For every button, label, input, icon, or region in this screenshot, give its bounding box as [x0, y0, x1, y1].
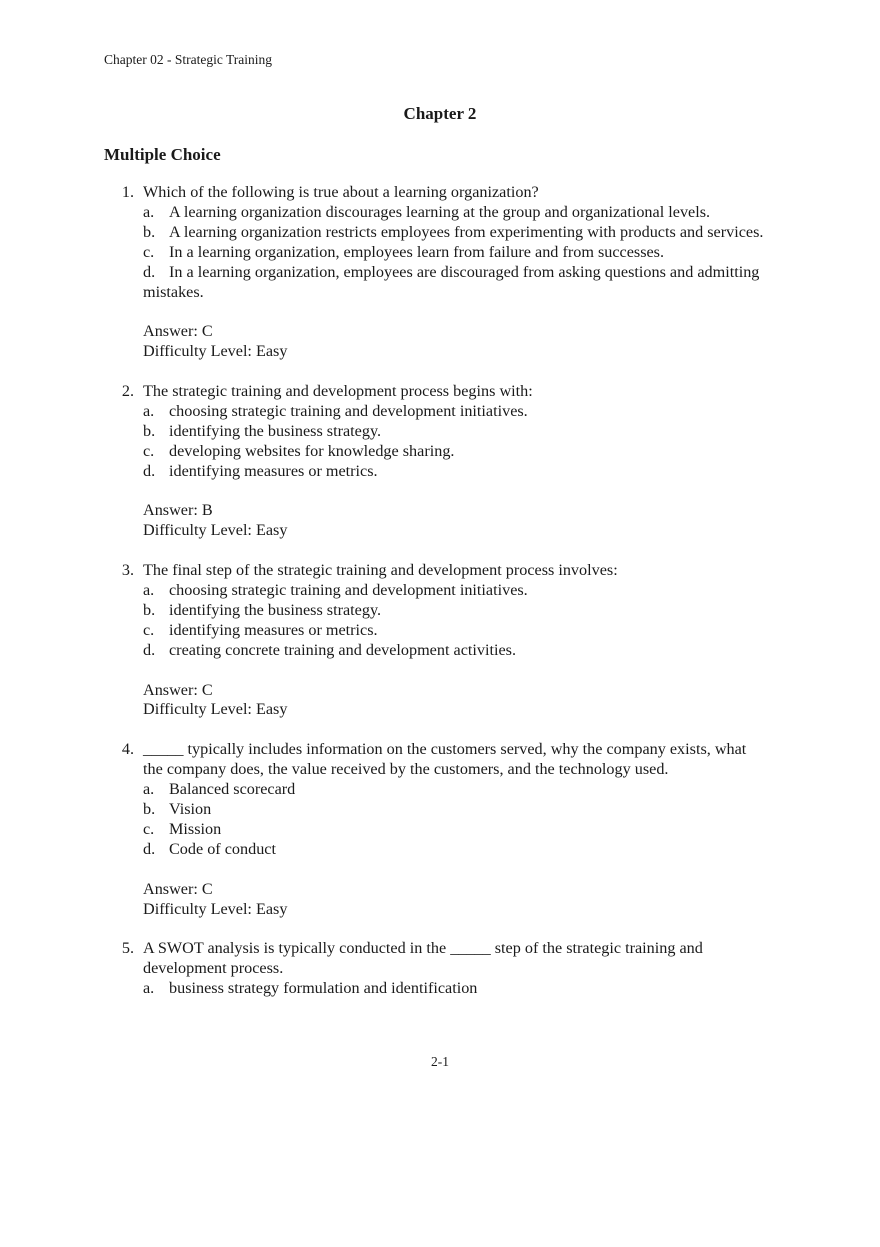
- option-text: A learning organization discourages learning at the group and organizational levels.: [169, 202, 711, 221]
- page-number: 2-1: [431, 1054, 449, 1069]
- question-5: [104, 939, 764, 999]
- option-text: Mission: [169, 819, 222, 838]
- option-letter: a.: [143, 581, 155, 600]
- answer-block: [143, 880, 764, 920]
- difficulty-level: Difficulty Level: Easy: [143, 521, 288, 540]
- option-text: identifying measures or metrics.: [169, 620, 378, 639]
- question-list: [104, 183, 764, 1019]
- question-2: [104, 382, 764, 541]
- option-text: identifying measures or metrics.: [169, 461, 378, 480]
- option-c: [143, 621, 764, 641]
- option-letter: c.: [143, 620, 155, 639]
- difficulty-level: Difficulty Level: Easy: [143, 899, 288, 918]
- option-letter: b.: [143, 421, 156, 440]
- option-letter: a.: [143, 202, 155, 221]
- option-a: [143, 581, 764, 601]
- option-d: [143, 263, 764, 303]
- option-letter: b.: [143, 800, 156, 818]
- option-letter: a.: [143, 780, 155, 799]
- question-number: 4.: [121, 740, 134, 759]
- question-number: 3.: [121, 561, 134, 580]
- option-text: In a learning organization, employees learn from failure and from successes.: [169, 242, 665, 261]
- option-text: A learning organization restricts employees from experimenting with products and services.: [169, 222, 764, 241]
- option-text: Code of conduct: [169, 839, 276, 858]
- option-b: [143, 601, 764, 621]
- chapter-title: Chapter 2: [403, 104, 477, 123]
- question-text: The final step of the strategic training and development process involves:: [143, 561, 618, 580]
- question-number: 1.: [121, 183, 134, 201]
- option-text: choosing strategic training and development initiatives.: [169, 581, 528, 600]
- option-letter: d.: [143, 839, 156, 858]
- option-b: [143, 800, 764, 820]
- option-letter: b.: [143, 222, 156, 241]
- option-text: choosing strategic training and development initiatives.: [169, 401, 528, 420]
- question-text: _____ typically includes information on the customers served, why the company exists, what the company does, the value received by the customers, and the technology used.: [143, 740, 747, 779]
- answer-block: [143, 501, 764, 541]
- option-c: [143, 243, 764, 263]
- question-1: [104, 183, 764, 362]
- option-a: [143, 402, 764, 422]
- answer-block: [143, 681, 764, 721]
- option-letter: c.: [143, 242, 155, 261]
- option-d: [143, 462, 764, 482]
- option-text: Vision: [169, 800, 212, 818]
- question-text: Which of the following is true about a learning organization?: [143, 183, 539, 201]
- question-3: [104, 561, 764, 720]
- option-b: [143, 422, 764, 442]
- option-letter: a.: [143, 401, 155, 420]
- option-letter: d.: [143, 461, 156, 480]
- answer: Answer: C: [143, 680, 213, 699]
- question-4: [104, 740, 764, 919]
- option-text: creating concrete training and development activities.: [169, 640, 516, 659]
- option-letter: c.: [143, 819, 155, 838]
- option-text: developing websites for knowledge sharing.: [169, 441, 455, 460]
- option-a: [143, 780, 764, 800]
- answer: Answer: C: [143, 322, 213, 341]
- option-text: In a learning organization, employees are discouraged from asking questions and admitting mistakes.: [143, 262, 760, 301]
- answer: Answer: B: [143, 501, 213, 520]
- option-text: business strategy formulation and identification: [169, 979, 478, 998]
- option-d: [143, 840, 764, 860]
- option-d: [143, 641, 764, 661]
- section-title: Multiple Choice: [104, 145, 221, 164]
- question-number: 5.: [121, 939, 134, 958]
- difficulty-level: Difficulty Level: Easy: [143, 342, 288, 361]
- option-c: [143, 442, 764, 462]
- option-c: [143, 820, 764, 840]
- option-letter: b.: [143, 600, 156, 619]
- option-b: [143, 223, 764, 243]
- option-letter: d.: [143, 640, 156, 659]
- answer-block: [143, 322, 764, 362]
- question-text: The strategic training and development process begins with:: [143, 382, 533, 401]
- answer: Answer: C: [143, 879, 213, 898]
- option-letter: c.: [143, 441, 155, 460]
- difficulty-level: Difficulty Level: Easy: [143, 700, 288, 719]
- option-letter: a.: [143, 979, 155, 998]
- option-a: [143, 203, 764, 223]
- option-letter: d.: [143, 262, 156, 281]
- question-number: 2.: [121, 382, 134, 401]
- option-a: [143, 979, 764, 999]
- running-header: Chapter 02 - Strategic Training: [104, 52, 272, 67]
- option-text: Balanced scorecard: [169, 780, 296, 799]
- option-text: identifying the business strategy.: [169, 421, 382, 440]
- question-text: A SWOT analysis is typically conducted in the _____ step of the strategic training and development process.: [143, 939, 703, 978]
- option-text: identifying the business strategy.: [169, 600, 382, 619]
